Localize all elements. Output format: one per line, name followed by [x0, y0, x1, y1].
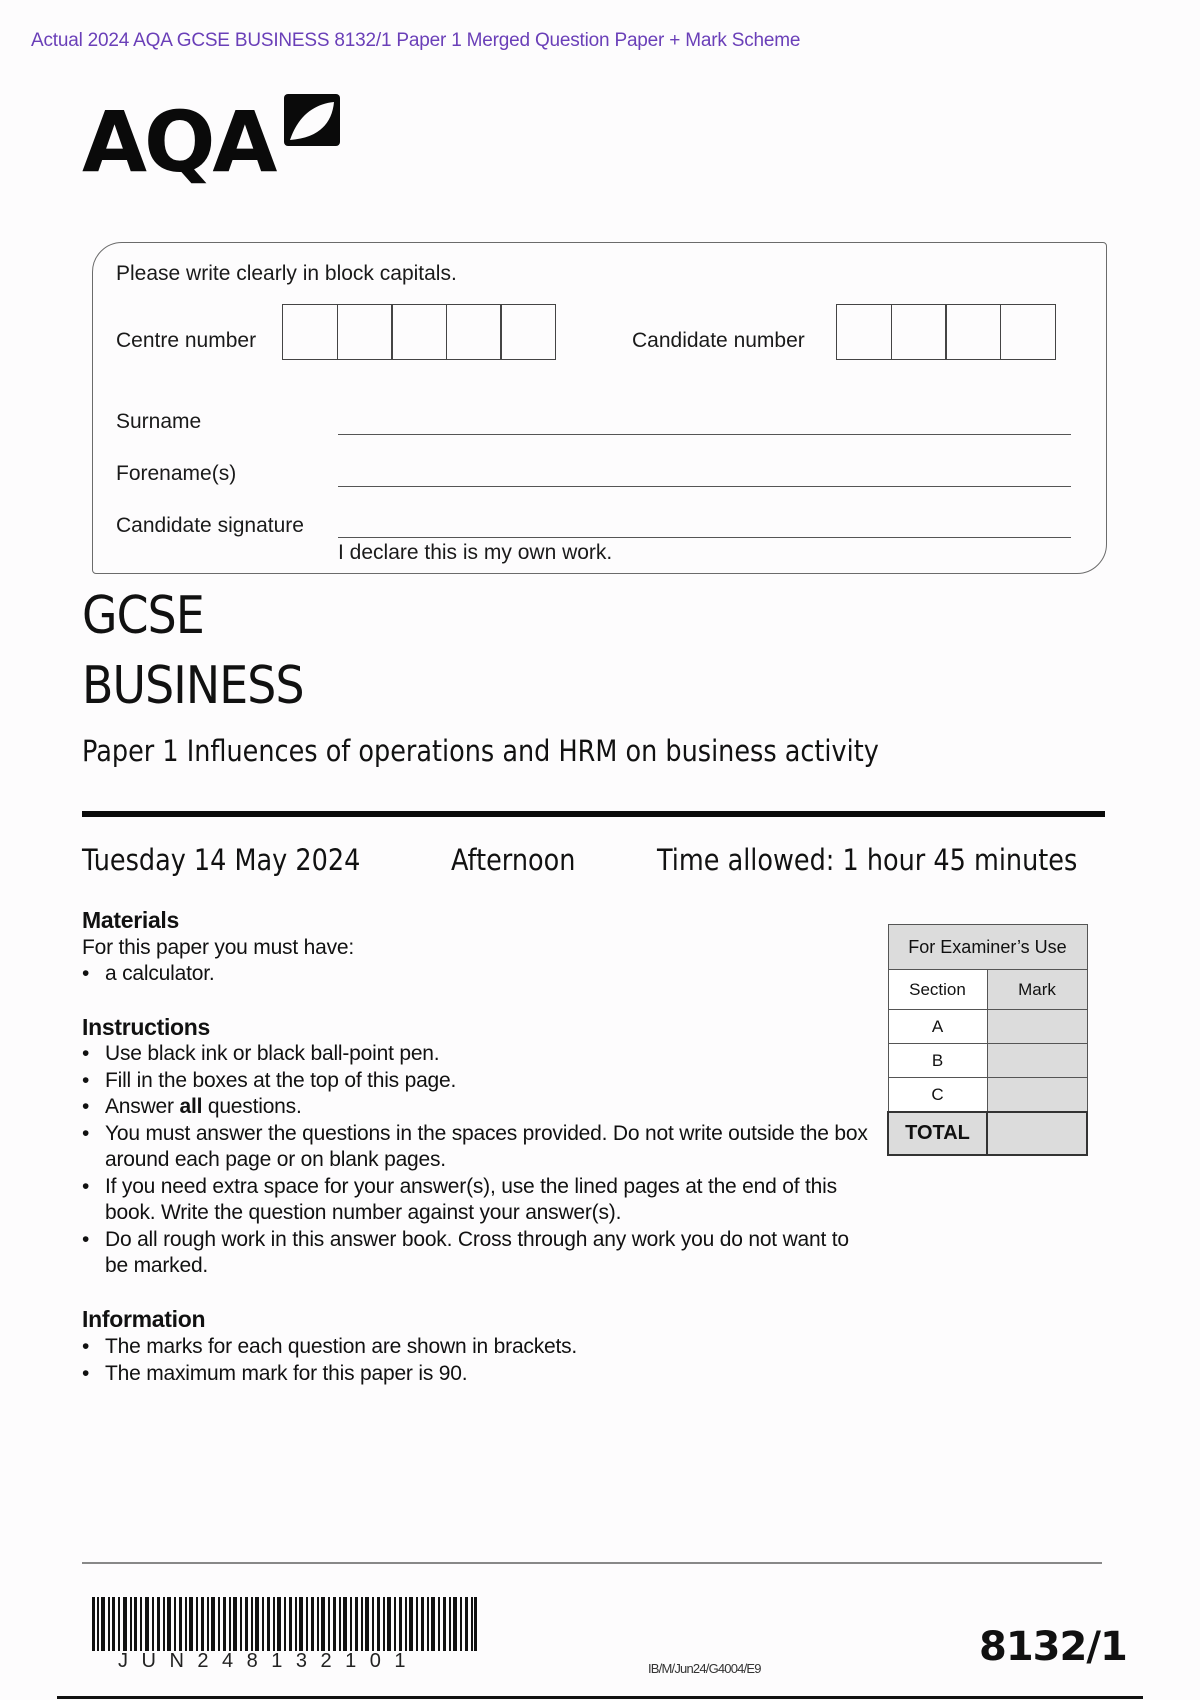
- candidate-number-field[interactable]: [836, 304, 1056, 360]
- document-reference: IB/M/Jun24/G4004/E9: [648, 1661, 761, 1676]
- section-a-label: A: [888, 1010, 987, 1044]
- page-bottom-rule: [57, 1696, 1143, 1699]
- instruction-item: • Do all rough work in this answer book. Cross through any work you do not want to be marked.: [82, 1227, 872, 1280]
- surname-field[interactable]: [338, 434, 1071, 435]
- surname-label: Surname: [116, 410, 202, 433]
- information-heading: Information: [82, 1306, 206, 1332]
- signature-field[interactable]: [338, 537, 1071, 538]
- centre-number-digit-4[interactable]: [446, 304, 502, 360]
- instructions-list: [82, 1041, 872, 1280]
- section-c-label: C: [888, 1078, 987, 1113]
- total-label: TOTAL: [888, 1112, 987, 1155]
- instruction-item: • Fill in the boxes at the top of this page.: [82, 1068, 872, 1095]
- information-list: [82, 1334, 862, 1387]
- signature-label: Candidate signature: [116, 514, 304, 537]
- instruction-item: • You must answer the questions in the spaces provided. Do not write outside the box around each page or on blank pages.: [82, 1121, 872, 1174]
- subject-title: BUSINESS: [82, 656, 304, 716]
- instruction-item: • If you need extra space for your answer(s), use the lined pages at the end of this book. Write the question number against your answer(s).: [82, 1174, 872, 1227]
- centre-number-digit-1[interactable]: [282, 304, 338, 360]
- centre-number-digit-3[interactable]: [391, 304, 447, 360]
- examiners-use-table: [887, 924, 1088, 1156]
- time-allowed: Time allowed: 1 hour 45 minutes: [657, 843, 1078, 877]
- emphasis-all: all: [179, 1095, 203, 1118]
- document-banner-title: Actual 2024 AQA GCSE BUSINESS 8132/1 Paper 1 Merged Question Paper + Mark Scheme: [31, 30, 801, 51]
- section-a-mark[interactable]: [987, 1010, 1087, 1044]
- centre-number-label: Centre number: [116, 329, 257, 352]
- materials-item: • a calculator.: [82, 961, 862, 988]
- candidate-number-digit-1[interactable]: [836, 304, 892, 360]
- aqa-leaf-mark-icon: [284, 94, 340, 146]
- footer-divider: [82, 1562, 1102, 1564]
- forenames-label: Forename(s): [116, 462, 237, 485]
- section-c-mark[interactable]: [987, 1078, 1087, 1113]
- materials-heading: Materials: [82, 907, 180, 933]
- candidate-number-digit-4[interactable]: [1000, 304, 1056, 360]
- block-capitals-instruction: Please write clearly in block capitals.: [116, 262, 457, 285]
- exam-session: Afternoon: [451, 843, 576, 877]
- paper-code: 8132/1: [979, 1624, 1127, 1670]
- qualification-title: GCSE: [82, 586, 204, 646]
- section-b-mark[interactable]: [987, 1044, 1087, 1078]
- centre-number-field[interactable]: [282, 304, 556, 360]
- paper-title: Paper 1 Influences of operations and HRM on business activity: [82, 734, 879, 768]
- section-column-header: Section: [888, 970, 987, 1010]
- section-b-label: B: [888, 1044, 987, 1078]
- information-item: • The marks for each question are shown in brackets.: [82, 1334, 862, 1361]
- materials-intro: For this paper you must have:: [82, 936, 354, 959]
- total-mark[interactable]: [987, 1112, 1087, 1155]
- title-divider: [82, 811, 1105, 817]
- barcode-number: JUN248132101: [118, 1650, 419, 1672]
- materials-list: [82, 961, 862, 988]
- barcode-icon: [92, 1597, 477, 1651]
- information-item: • The maximum mark for this paper is 90.: [82, 1361, 862, 1388]
- examiners-use-title: For Examiner’s Use: [888, 925, 1087, 970]
- candidate-number-digit-2[interactable]: [891, 304, 947, 360]
- forenames-field[interactable]: [338, 486, 1071, 487]
- centre-number-digit-5[interactable]: [500, 304, 556, 360]
- instruction-item: • Use black ink or black ball-point pen.: [82, 1041, 872, 1068]
- candidate-number-digit-3[interactable]: [945, 304, 1001, 360]
- exam-date: Tuesday 14 May 2024: [82, 843, 361, 877]
- aqa-logo-text: AQA: [82, 93, 275, 191]
- centre-number-digit-2[interactable]: [337, 304, 393, 360]
- candidate-number-label: Candidate number: [632, 329, 805, 352]
- instructions-heading: Instructions: [82, 1014, 211, 1040]
- mark-column-header: Mark: [987, 970, 1087, 1010]
- instruction-item-answer-all: • Answer all questions.: [82, 1094, 872, 1121]
- declaration-text: I declare this is my own work.: [338, 541, 613, 564]
- aqa-logo: [82, 92, 342, 192]
